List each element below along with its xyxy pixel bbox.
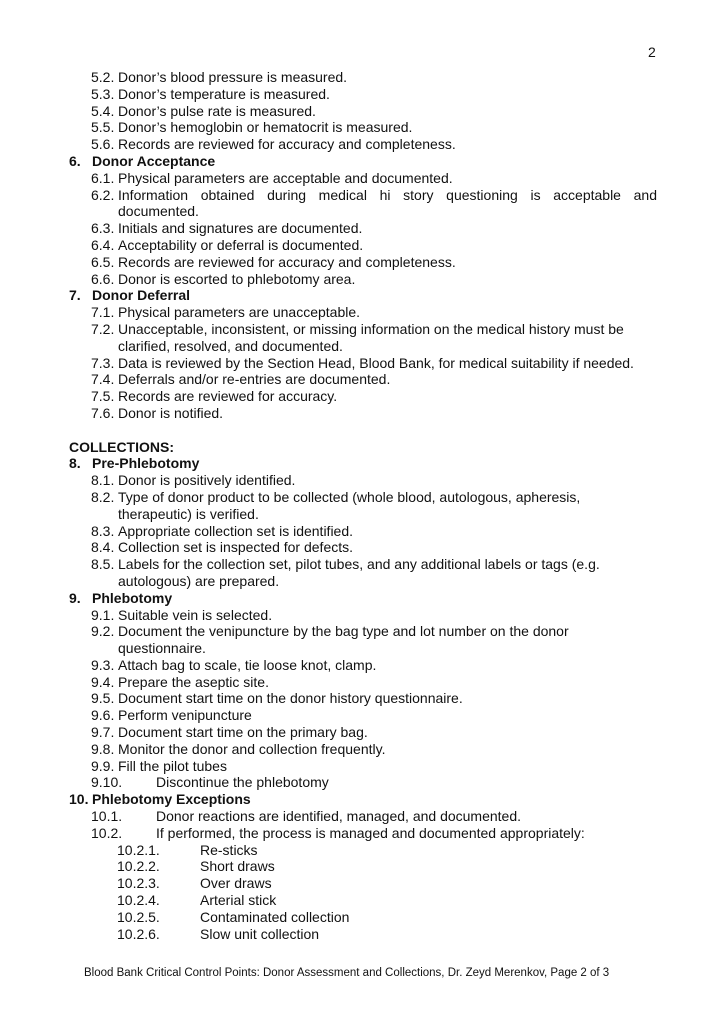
section-donor-acceptance <box>69 153 657 287</box>
page-footer: Blood Bank Critical Control Points: Donor Assessment and Collections, Dr. Zeyd Merenkov, Page 2 of 3 <box>84 967 610 979</box>
item-number: 6.1. <box>91 169 115 186</box>
list-item <box>69 271 657 288</box>
item-text: Donor is escorted to phlebotomy area. <box>118 270 356 287</box>
list-item <box>69 136 657 153</box>
item-text: Contaminated collection <box>200 908 350 925</box>
item-number: 7.1. <box>91 304 115 321</box>
section-title: Donor Deferral <box>92 287 191 304</box>
list-item <box>69 371 657 388</box>
item-text: Records are reviewed for accuracy and completeness. <box>118 136 456 153</box>
list-item <box>69 707 657 724</box>
list-item <box>69 808 657 825</box>
item-text-continued: questionnaire. <box>118 640 206 657</box>
item-number: 10.2.5. <box>117 908 160 925</box>
item-text: Records are reviewed for accuracy and completeness. <box>118 253 456 270</box>
section-pre-phlebotomy <box>69 455 657 589</box>
item-number: 5.5. <box>91 119 115 136</box>
list-item <box>69 607 657 624</box>
item-number: 9.6. <box>91 707 115 724</box>
list-item <box>69 489 657 506</box>
item-number: 6.6. <box>91 270 115 287</box>
section-5-list <box>69 69 657 153</box>
list-item <box>69 523 657 540</box>
item-number: 10.2.3. <box>117 875 160 892</box>
item-number: 9.4. <box>91 673 115 690</box>
item-number: 5.3. <box>91 85 115 102</box>
item-text: Document start time on the donor history questionnaire. <box>118 690 463 707</box>
item-number: 10.2.4. <box>117 892 160 909</box>
item-number: 9.3. <box>91 656 115 673</box>
list-item <box>69 304 657 321</box>
list-item <box>69 69 657 86</box>
list-item <box>69 119 657 136</box>
item-text: Over draws <box>200 875 272 892</box>
item-number: 7.3. <box>91 354 115 371</box>
section-heading <box>69 791 657 808</box>
item-number: 5.2. <box>91 69 115 85</box>
item-text-continued: documented. <box>118 203 199 220</box>
list-item <box>69 187 657 204</box>
section-heading <box>69 455 657 472</box>
list-item <box>69 674 657 691</box>
list-item <box>69 758 657 775</box>
sub-list-item <box>69 858 657 875</box>
item-number: 9.5. <box>91 690 115 707</box>
item-text: Initials and signatures are documented. <box>118 220 363 237</box>
item-number: 5.6. <box>91 136 115 153</box>
item-text-continued: clarified, resolved, and documented. <box>118 337 343 354</box>
item-text: Re-sticks <box>200 841 258 858</box>
item-text: Deferrals and/or re-entries are documented. <box>118 371 391 388</box>
spacer <box>69 422 657 439</box>
item-number: 6.3. <box>91 220 115 237</box>
document-body <box>69 69 657 942</box>
item-text: Monitor the donor and collection frequently. <box>118 740 386 757</box>
item-text: Perform venipuncture <box>118 707 252 724</box>
item-text: Donor reactions are identified, managed, and documented. <box>156 808 522 825</box>
section-number: 8. <box>69 455 81 472</box>
list-item <box>69 254 657 271</box>
item-text: Type of donor product to be collected (whole blood, autologous, apheresis, <box>118 488 581 505</box>
item-number: 7.4. <box>91 371 115 388</box>
list-item <box>69 405 657 422</box>
item-text: Attach bag to scale, tie loose knot, clamp. <box>118 656 377 673</box>
item-number: 10.2.6. <box>117 925 160 942</box>
item-text: Donor’s temperature is measured. <box>118 85 330 102</box>
list-item <box>69 388 657 405</box>
section-title: Donor Acceptance <box>92 152 216 169</box>
item-number: 6.4. <box>91 236 115 253</box>
item-text: Donor’s blood pressure is measured. <box>118 69 348 85</box>
page-number: 2 <box>648 44 656 60</box>
section-heading <box>69 590 657 607</box>
item-text: Collection set is inspected for defects. <box>118 539 354 556</box>
item-text: Acceptability or deferral is documented. <box>118 236 364 253</box>
section-title: Phlebotomy <box>92 589 173 606</box>
item-text: Prepare the aseptic site. <box>118 673 269 690</box>
item-number: 5.4. <box>91 102 115 119</box>
list-item <box>69 220 657 237</box>
list-item <box>69 690 657 707</box>
list-item <box>69 86 657 103</box>
item-number: 8.2. <box>91 488 115 505</box>
section-phlebotomy <box>69 590 657 792</box>
item-number: 7.5. <box>91 388 115 405</box>
section-number: 7. <box>69 287 81 304</box>
item-number: 10.2. <box>91 824 123 841</box>
section-phlebotomy-exceptions <box>69 791 657 942</box>
item-text: Discontinue the phlebotomy <box>156 774 329 791</box>
list-item <box>69 103 657 120</box>
item-number: 8.5. <box>91 556 115 573</box>
item-text: Unacceptable, inconsistent, or missing information on the medical history must be <box>118 320 624 337</box>
section-heading <box>69 287 657 304</box>
item-text-continued: autologous) are prepared. <box>118 572 280 589</box>
item-text: Information obtained during medical hi story questioning is acceptable and <box>118 186 657 203</box>
item-number: 6.2. <box>91 186 115 203</box>
item-text: Fill the pilot tubes <box>118 757 227 774</box>
item-text: Physical parameters are unacceptable. <box>118 304 361 321</box>
item-number: 9.9. <box>91 757 115 774</box>
item-number: 9.7. <box>91 724 115 741</box>
item-number: 8.3. <box>91 522 115 539</box>
list-item <box>69 321 657 338</box>
item-text: Arterial stick <box>200 892 277 909</box>
item-number: 9.10. <box>91 774 123 791</box>
sub-list-item <box>69 909 657 926</box>
item-number: 10.1. <box>91 808 123 825</box>
sub-list-item <box>69 842 657 859</box>
item-text: Appropriate collection set is identified. <box>118 522 354 539</box>
item-number: 7.6. <box>91 404 115 421</box>
item-text: Suitable vein is selected. <box>118 606 273 623</box>
item-number: 10.2.1. <box>117 841 160 858</box>
list-item <box>69 556 657 573</box>
item-text: Data is reviewed by the Section Head, Blood Bank, for medical suitability if needed. <box>118 354 634 371</box>
item-number: 8.1. <box>91 472 115 489</box>
item-number: 7.2. <box>91 320 115 337</box>
item-text: Document start time on the primary bag. <box>118 724 368 741</box>
item-number: 8.4. <box>91 539 115 556</box>
item-text: Physical parameters are acceptable and documented. <box>118 169 453 186</box>
sub-list-item <box>69 926 657 943</box>
section-title: Pre-Phlebotomy <box>92 455 200 472</box>
list-item <box>69 741 657 758</box>
item-text: Document the venipuncture by the bag type and lot number on the donor <box>118 623 569 640</box>
section-heading <box>69 153 657 170</box>
item-text: If performed, the process is managed and documented appropriately: <box>156 824 585 841</box>
item-number: 9.2. <box>91 623 115 640</box>
list-item <box>69 724 657 741</box>
sub-list-item <box>69 892 657 909</box>
item-number: 9.8. <box>91 740 115 757</box>
item-text: Donor’s hemoglobin or hematocrit is measured. <box>118 119 413 136</box>
section-number: 6. <box>69 152 81 169</box>
list-item <box>69 355 657 372</box>
section-donor-deferral <box>69 287 657 421</box>
item-text: Labels for the collection set, pilot tubes, and any additional labels or tags (e.g. <box>118 556 600 573</box>
section-number: 9. <box>69 589 81 606</box>
item-text: Donor is positively identified. <box>118 472 296 489</box>
item-text-continued: therapeutic) is verified. <box>118 505 259 522</box>
item-text: Slow unit collection <box>200 925 320 942</box>
list-item <box>69 774 657 791</box>
item-number: 9.1. <box>91 606 115 623</box>
section-title: Phlebotomy Exceptions <box>92 791 251 808</box>
sub-list-item <box>69 875 657 892</box>
list-item <box>69 623 657 640</box>
item-number: 10.2.2. <box>117 858 160 875</box>
list-item <box>69 657 657 674</box>
list-item <box>69 170 657 187</box>
list-item <box>69 825 657 842</box>
item-text: Donor’s pulse rate is measured. <box>118 102 316 119</box>
item-text: Short draws <box>200 858 275 875</box>
list-item <box>69 472 657 489</box>
item-number: 6.5. <box>91 253 115 270</box>
item-text: Donor is notified. <box>118 404 224 421</box>
item-text: Records are reviewed for accuracy. <box>118 388 338 405</box>
section-number: 10. <box>69 791 89 808</box>
collections-heading: COLLECTIONS: <box>69 438 174 455</box>
list-item <box>69 237 657 254</box>
list-item <box>69 539 657 556</box>
